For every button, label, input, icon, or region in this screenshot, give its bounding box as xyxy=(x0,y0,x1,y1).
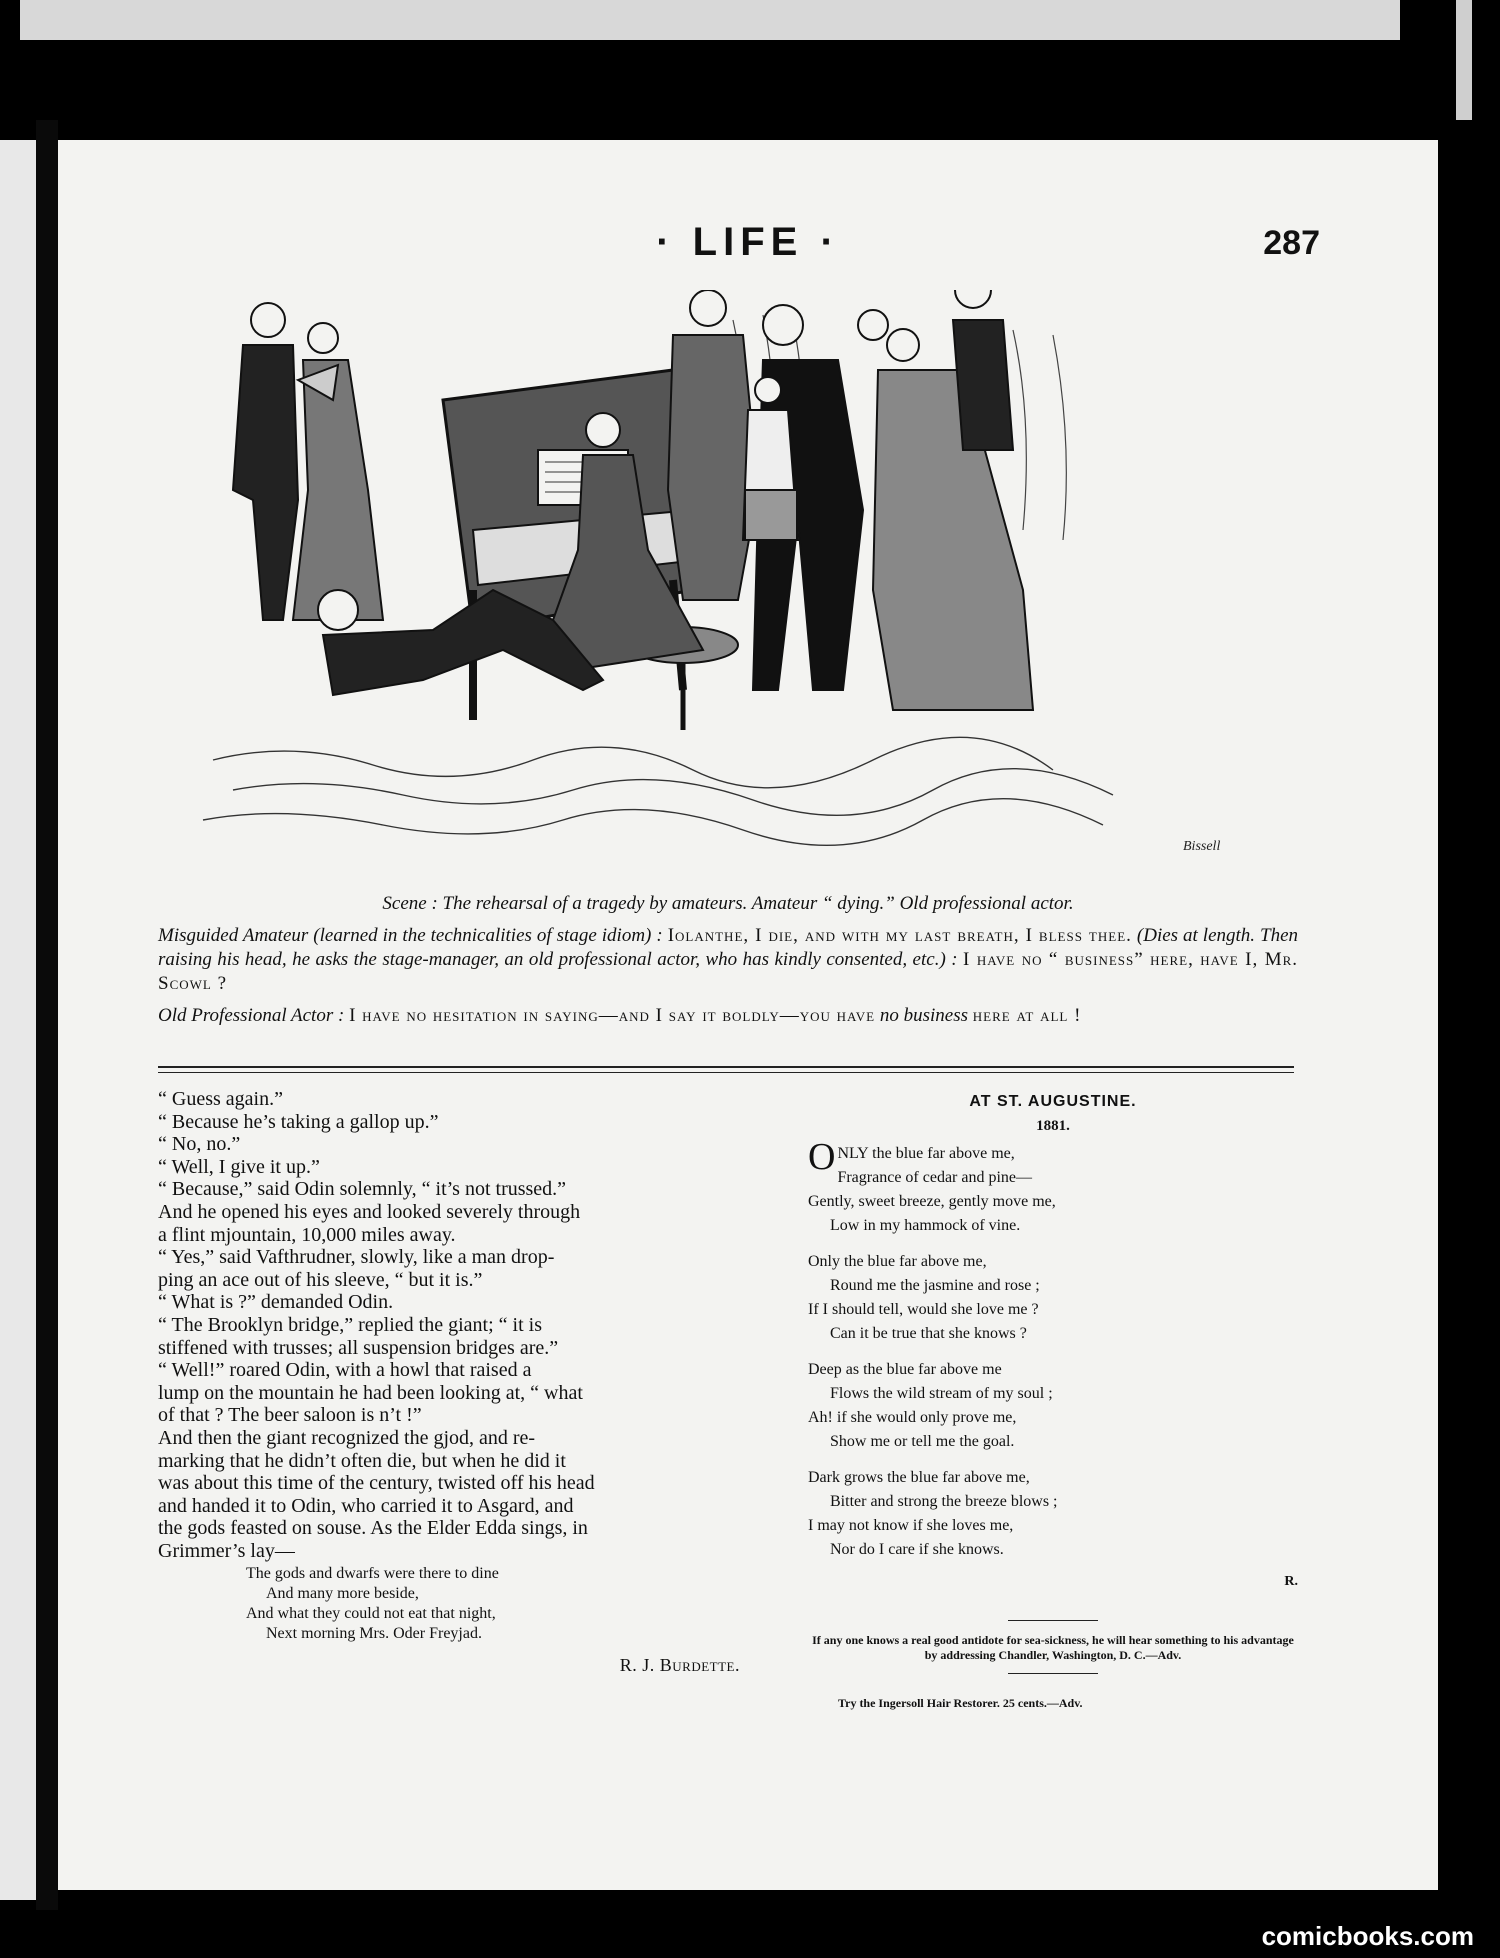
poem-stanza xyxy=(808,1466,1298,1562)
poem-line: Ah! if she would only prove me, xyxy=(808,1409,1017,1426)
scan-right-edge xyxy=(1456,0,1472,120)
amateur-note: (learned in the technicalities of stage idiom) : xyxy=(313,925,663,946)
illustration-signature: Bissell xyxy=(1183,839,1221,854)
illustration-caption xyxy=(158,892,1298,1036)
advertisement-seasickness: If any one knows a real good antidote for sea-sickness, he will hear something to his advantage by addressing Chandler, Washington, D. C.—Adv. xyxy=(812,1633,1294,1662)
story-line: “ Because he’s taking a gallop up.” xyxy=(158,1110,439,1133)
amateur-question: I have no “ business” here, have I, Mr. Scowl ? xyxy=(158,949,1299,994)
story-line: ping an ace out of his sleeve, “ but it is.” xyxy=(158,1268,483,1291)
poem-stanza xyxy=(808,1250,1298,1346)
poem-line: Show me or tell me the goal. xyxy=(830,1433,1015,1450)
story-line: “ No, no.” xyxy=(158,1133,241,1156)
rehearsal-illustration xyxy=(173,290,1283,860)
verse-line: Next morning Mrs. Oder Freyjad. xyxy=(266,1625,482,1643)
poem-line: Deep as the blue far above me xyxy=(808,1361,1002,1378)
poem-line: Fragrance of cedar and pine— xyxy=(837,1169,1033,1186)
story-line: lump on the mountain he had been looking at, “ what xyxy=(158,1381,583,1404)
story-line: And he opened his eyes and looked severely through xyxy=(158,1200,581,1223)
story-line: the gods feasted on souse. As the Elder Edda sings, in xyxy=(158,1517,588,1540)
magazine-page xyxy=(58,140,1438,1890)
verse-line: And many more beside, xyxy=(266,1585,419,1603)
story-line: “ Well, I give it up.” xyxy=(158,1155,320,1178)
actor-emphasis: no business xyxy=(879,1005,969,1026)
section-divider-thin xyxy=(158,1072,1294,1073)
verse-line: The gods and dwarfs were there to dine xyxy=(246,1565,499,1583)
poem-title: AT ST. AUGUSTINE. xyxy=(969,1093,1137,1110)
story-line: marking that he didn’t often die, but when he did it xyxy=(158,1449,566,1472)
poem-divider xyxy=(1008,1620,1098,1621)
poem-line: Bitter and strong the breeze blows ; xyxy=(830,1493,1058,1510)
story-line: And then the giant recognized the gjod, and re- xyxy=(158,1426,536,1449)
section-divider xyxy=(158,1066,1294,1068)
scene-text: The rehearsal of a tragedy by amateurs. Amateur “ dying.” Old professional actor. xyxy=(442,893,1074,914)
poem-column xyxy=(808,1090,1298,1711)
story-line: was about this time of the century, twisted off his head xyxy=(158,1472,595,1495)
story-line: “ The Brooklyn bridge,” replied the giant; “ it is xyxy=(158,1313,542,1336)
actor-line-end: here at all ! xyxy=(972,1005,1082,1026)
scan-binding-shadow xyxy=(36,120,58,1910)
poem-stanza xyxy=(808,1358,1298,1454)
poem-line: Round me the jasmine and rose ; xyxy=(830,1277,1040,1294)
poem-year: 1881. xyxy=(1036,1118,1070,1134)
story-line: stiffened with trusses; all suspension bridges are.” xyxy=(158,1336,559,1359)
page-number: 287 xyxy=(1263,224,1320,262)
poem-line: I may not know if she loves me, xyxy=(808,1517,1014,1534)
scan-top-strip xyxy=(20,0,1400,40)
poem-line: Only the blue far above me, xyxy=(808,1253,987,1270)
poem-line: Flows the wild stream of my soul ; xyxy=(830,1385,1053,1402)
poem-line: Nor do I care if she knows. xyxy=(830,1541,1004,1558)
story-line: Grimmer’s lay— xyxy=(158,1539,295,1562)
poem-line: Low in my hammock of vine. xyxy=(830,1217,1021,1234)
story-line: “ Well!” roared Odin, with a howl that raised a xyxy=(158,1359,532,1382)
poem-line: Dark grows the blue far above me, xyxy=(808,1469,1030,1486)
poem-line: Gently, sweet breeze, gently move me, xyxy=(808,1193,1056,1210)
story-line: “ Because,” said Odin solemnly, “ it’s not trussed.” xyxy=(158,1178,567,1201)
story-line: “ Guess again.” xyxy=(158,1088,283,1110)
stage-direction: (Dies at length. Then raising his head, he asks the stage-manager, an old professional actor, who has kindly consented, etc.) : xyxy=(158,925,1299,970)
story-line: a flint mjountain, 10,000 miles away. xyxy=(158,1223,456,1246)
poem-line: Can it be true that she knows ? xyxy=(830,1325,1027,1342)
poem-signature: R. xyxy=(1284,1574,1298,1589)
advertisement-hair-restorer: Try the Ingersoll Hair Restorer. 25 cents.—Adv. xyxy=(838,1696,1083,1710)
story-column xyxy=(158,1088,740,1677)
watermark: comicbooks.com xyxy=(1261,1921,1474,1951)
story-line: of that ? The beer saloon is n’t !” xyxy=(158,1404,422,1427)
poem-line: NLY the blue far above me, xyxy=(837,1145,1015,1162)
ad-divider xyxy=(1008,1673,1098,1674)
amateur-label: Misguided Amateur xyxy=(158,925,309,946)
masthead-title: · LIFE · xyxy=(656,220,840,264)
author-signature: R. J. Burdette. xyxy=(619,1655,740,1676)
poem-stanza xyxy=(808,1136,1298,1238)
poem-dropcap: O xyxy=(808,1136,836,1178)
actor-line: I have no hesitation in saying—and I say it boldly—you have xyxy=(349,1005,876,1026)
actor-label: Old Professional Actor : xyxy=(158,1005,345,1026)
story-line: and handed it to Odin, who carried it to Asgard, and xyxy=(158,1494,574,1517)
poem-line: If I should tell, would she love me ? xyxy=(808,1301,1039,1318)
amateur-line: Iolanthe, I die, and with my last breath, I bless thee. xyxy=(667,925,1132,946)
story-line: “ Yes,” said Vafthrudner, slowly, like a man drop- xyxy=(158,1246,555,1269)
verse-line: And what they could not eat that night, xyxy=(246,1605,496,1623)
edda-verse xyxy=(158,1564,740,1644)
scene-label: Scene : xyxy=(382,893,438,914)
story-line: “ What is ?” demanded Odin. xyxy=(158,1291,394,1314)
